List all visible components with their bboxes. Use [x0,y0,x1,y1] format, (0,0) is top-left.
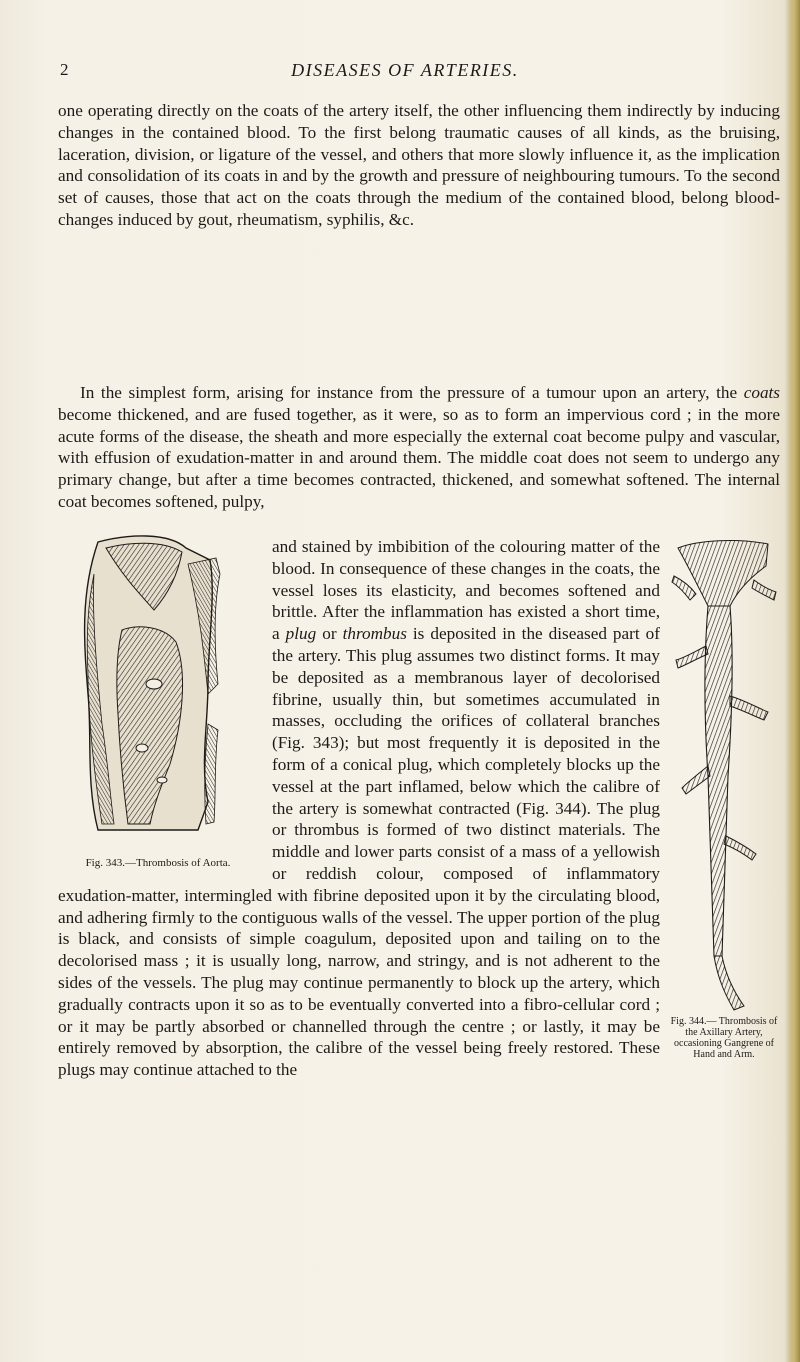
figure-344 [668,536,780,1060]
paragraph-thrombus: and stained by imbibition of the colouring matter of the blood. In consequence of these changes in the coats, the vessel loses its elasticity, and becomes softened and brittle. After the inflammation has existed a short time, a plug or thrombus is deposited in the diseased part of the artery. This plug assumes two distinct forms. It may be deposited as a membranous layer of decolorised fibrine, usually thin, but sometimes accumulated in masses, occluding the orifices of collateral branches (Fig. 343); but most frequently it is deposited in the form of a conical plug, which completely blocks up the vessel at the part inflamed, below which the calibre of the artery is somewhat contracted (Fig. 344). The plug or thrombus is formed of two distinct materials. The middle and lower parts consist of a mass of a yellowish or reddish colour, composed of inflammatory exudation-matter, intermingled with fibrine deposited upon it by the circulating blood, and adhering firmly to the contiguous walls of the vessel. The upper portion of the plug is black, and consists of simple coagulum, deposited upon and tailing on to the decolorised mass ; it is usually long, narrow, and stringy, and is not adherent to the sides of the vessels. The plug may continue permanently to block up the artery, which gradually contracts upon it so as to be eventually converted into a fibro-cellular cord ; or it may be partly absorbed or channelled through the centre ; or lastly, it may be entirely removed by absorption, the calibre of the vessel being freely restored. These plugs may continue attached to the [58,537,660,1080]
paragraph-text: one operating directly on the coats of the artery itself, the other influencing them indirectly by inducing changes in the contained blood. To the first belong traumatic causes of all kinds, as the bruising, laceration, division, or ligature of the vessel, and others that more slowly influence it, as the implication and consolidation of its coats in and by the growth and pressure of neighbouring tumours. To the second set of causes, those that act on the coats through the medium of the contained blood, belong blood-changes induced by gout, rheumatism, syphilis, &c. [58,101,780,229]
italic-term-plug: plug [285,624,317,644]
figure-343-caption-text: —Thrombosis of Aorta. [125,857,231,869]
figure-343-label: Fig. 343. [85,857,125,869]
figure-344-caption [668,1016,780,1060]
paragraph-text: In the simplest form, arising for instance from the pressure of a tumour upon an artery, the coats become thickened, and are fused together, as it were, so as to form an impervious cord ; in the more acute forms of the disease, the sheath and more especially the external coat become pulpy and vascular, with effusion of exudation-matter in and around them. The middle coat does not seem to undergo any primary change, but after a time becomes contracted, thickened, and somewhat softened. The internal coat becomes softened, pulpy, [58,383,780,511]
figure-343 [58,534,266,870]
page-number: 2 [60,60,69,79]
page-header [60,60,750,84]
running-head: DISEASES OF ARTERIES. [291,60,519,80]
text-with-figures [58,536,780,1336]
italic-term-thrombus: thrombus [342,624,407,644]
figure-344-label: Fig. 344. [670,1016,707,1027]
figure-343-caption [58,857,258,870]
paragraph-causes [58,100,780,231]
aorta-thrombosis-illustration [58,534,258,834]
paragraph-simplest-form [58,382,780,513]
page-edge-shadow [786,0,800,1362]
axillary-artery-thrombosis-illustration [668,536,780,1022]
italic-term-coats: coats [743,383,780,402]
figure-344-caption-text: — Thrombosis of the Axillary Artery, occasioning Gangrene of Hand and Arm. [674,1016,778,1060]
